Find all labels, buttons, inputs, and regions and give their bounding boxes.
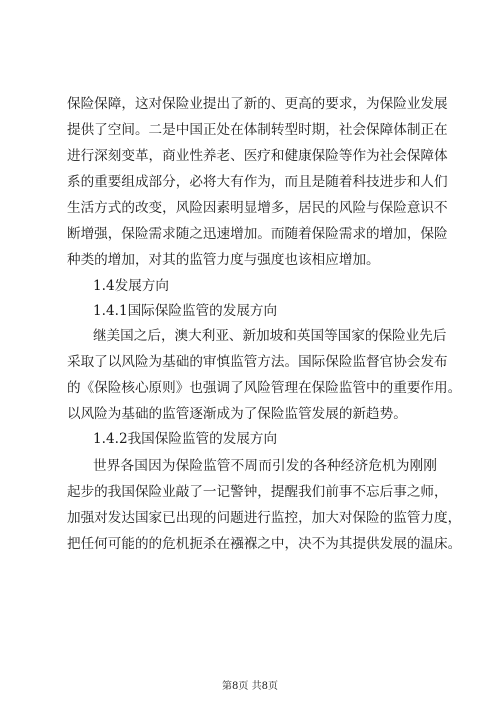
- paragraph-line: 断增强，保险需求随之迅速增加。而随着保险需求的增加，保险: [67, 226, 448, 242]
- paragraph-line: 把任何可能的的危机扼杀在襁褓之中，决不为其提供发展的温床。: [67, 536, 462, 552]
- paragraph-line: 的《保险核心原则》也强调了风险管理在保险监管中的重要作用。: [67, 380, 462, 396]
- paragraph-line: 以风险为基础的监管逐渐成为了保险监管发展的新趋势。: [67, 406, 407, 422]
- paragraph-line: 提供了空间。二是中国正处在体制转型时期，社会保障体制正在: [67, 122, 448, 138]
- paragraph-line: 起步的我国保险业敲了一记警钟，提醒我们前事不忘后事之师，: [67, 484, 448, 500]
- subsection-heading: 1.4.2我国保险监管的发展方向: [93, 431, 278, 447]
- paragraph-line: 继美国之后，澳大利亚、新加坡和英国等国家的保险业先后: [93, 328, 447, 344]
- paragraph-line: 保险保障，这对保险业提出了新的、更高的要求，为保险业发展: [67, 96, 448, 112]
- paragraph-line: 采取了以风险为基础的审慎监管方法。国际保险监督官协会发布: [67, 354, 448, 370]
- paragraph-line: 世界各国因为保险监管不周而引发的各种经济危机为刚刚: [93, 458, 437, 474]
- subsection-heading: 1.4.1国际保险监管的发展方向: [93, 303, 278, 319]
- page-number-footer: 第8页 共8页: [222, 681, 278, 692]
- paragraph-line: 种类的增加，对其的监管力度与强度也该相应增加。: [67, 252, 380, 268]
- section-heading: 1.4发展方向: [93, 278, 169, 294]
- paragraph-line: 加强对发达国家已出现的问题进行监控，加大对保险的监管力度，: [67, 510, 462, 526]
- paragraph-line: 进行深刻变革，商业性养老、医疗和健康保险等作为社会保障体: [67, 148, 448, 164]
- paragraph-line: 生活方式的改变，风险因素明显增多，居民的风险与保险意识不: [67, 200, 448, 216]
- paragraph-line: 系的重要组成部分，必将大有作为，而且是随着科技进步和人们: [67, 174, 448, 190]
